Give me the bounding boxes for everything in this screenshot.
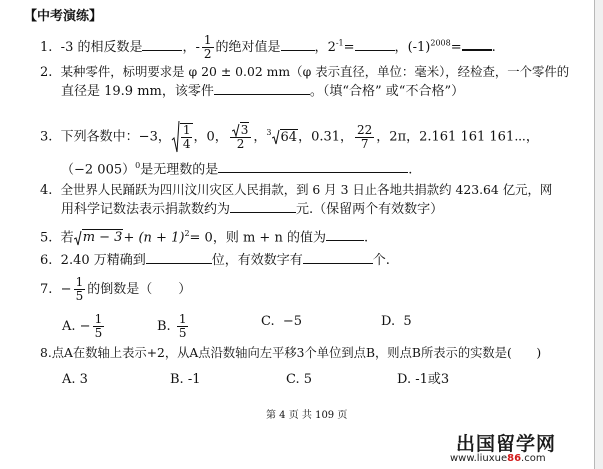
q6-text-2: 位，有效数字有 <box>211 253 303 268</box>
q2-text-2: 直径是 19.9 mm，该零件 <box>61 84 214 99</box>
q4-number: 4. <box>40 183 53 198</box>
radical-sign-icon <box>232 123 240 137</box>
q1-fraction <box>202 34 214 61</box>
q3-fraction-22-7 <box>355 124 374 151</box>
page-footer: 第 4 页 共 109 页 <box>266 410 348 421</box>
q1-comma-3: ， <box>394 40 408 55</box>
q7-option-d <box>381 313 412 331</box>
q5-exp: 2 <box>184 229 190 238</box>
q5-number: 5. <box>40 230 53 246</box>
q1-blank-2 <box>281 38 315 51</box>
question-1 <box>40 34 496 61</box>
q1-equals-2: = <box>450 40 462 55</box>
q3-text-2: ，0， <box>193 129 228 145</box>
q1-period: . <box>491 40 496 55</box>
q5-period: . <box>363 230 369 246</box>
question-7 <box>40 276 191 303</box>
q1-pow-base: 2 <box>327 40 336 55</box>
q3-text-1: 下列各数中：−3， <box>60 129 171 145</box>
q4-text-3: 元.（保留两个有效数字） <box>296 202 444 217</box>
question-8: 8.点A在数轴上表示+2，从A点沿数轴向左平移3个单位到点B，则点B所表示的实数是( ) <box>40 346 542 360</box>
q2-text-1: 某种零件，标明要求是 φ 20 ± 0.02 mm（φ 表示直径，单位：毫米），经检查，一个零件的 <box>60 64 570 79</box>
question-3-line-2 <box>61 157 412 179</box>
radical-sign-icon <box>171 120 180 154</box>
watermark-url-c: .com <box>521 453 546 464</box>
q3-sqrt-frac-2 <box>230 123 252 151</box>
q8-option-d: D. -1或3 <box>397 372 450 387</box>
q4-text-1: 全世界人民踊跃为四川汶川灾区人民捐款，到 6 月 3 日止各地共捐款约 423.64 亿元，网 <box>60 182 553 197</box>
watermark-url-b: 86 <box>507 453 522 464</box>
q5-blank <box>326 228 364 241</box>
q7-d-value: 5 <box>403 314 412 329</box>
question-4-line-2 <box>61 200 443 219</box>
question-6 <box>40 251 390 270</box>
section-title: 【中考演练】 <box>24 9 103 24</box>
q6-number: 6. <box>40 253 53 268</box>
q2-text-3: 。（填“合格” 或“不合格”） <box>309 84 465 99</box>
q7-b-den: 5 <box>178 326 187 340</box>
q1-pow-exp: -1 <box>335 38 344 48</box>
q7-b-label: B. <box>157 319 171 334</box>
radical-sign-icon <box>272 129 280 145</box>
q3-exp-zero: 0 <box>135 161 141 170</box>
q8-option-a: A. 3 <box>62 372 88 387</box>
q2-blank <box>214 82 310 95</box>
question-4-line-1 <box>40 181 552 200</box>
q1-blank-4 <box>462 37 492 51</box>
q3-cube-index: 3 <box>266 128 272 138</box>
q7-a-label: A. <box>62 319 76 334</box>
q3-f1-den: 4 <box>182 137 191 151</box>
q3-f3-den: 7 <box>355 137 374 151</box>
q1-paren-base: (-1) <box>407 40 431 55</box>
site-watermark <box>446 429 596 469</box>
q1-blank-3 <box>355 38 395 51</box>
q7-option-c <box>261 313 302 331</box>
q7-number: 7. <box>40 282 53 297</box>
question-2-line-1 <box>40 63 569 82</box>
q8-option-c: C. 5 <box>286 372 313 387</box>
q3-text-4: ，0.31， <box>298 129 354 145</box>
q1-minus: - <box>195 40 200 55</box>
q6-blank-1 <box>146 251 212 264</box>
q1-comma-2: ， <box>314 40 328 55</box>
q4-blank <box>230 200 296 213</box>
q3-sqrt-frac-1 <box>171 120 194 154</box>
q7-b-num: 1 <box>178 312 187 326</box>
q3-f2-num: 3 <box>240 122 249 137</box>
q3-text-6: （−2 005） <box>61 162 136 178</box>
question-3-line-1 <box>40 120 539 154</box>
q7-frac-num: 1 <box>75 275 84 289</box>
q7-c-value: −5 <box>282 314 303 329</box>
q6-text-3: 个. <box>372 253 390 268</box>
q3-cube-value: 64 <box>280 129 298 145</box>
q1-paren-exp: 2008 <box>430 38 451 48</box>
q1-number: 1. <box>40 40 53 55</box>
q3-text-5: ，2π，2.161 161 161⋯， <box>376 129 539 145</box>
q1-frac-den: 2 <box>203 47 212 61</box>
q7-d-label: D. <box>381 314 396 329</box>
q5-text-2: + (n + 1) <box>123 230 185 246</box>
watermark-url <box>450 453 546 464</box>
watermark-url-a: www.liuxue <box>450 453 508 464</box>
q3-text-7: 是无理数的是 <box>140 162 219 178</box>
q5-text-1: 若 <box>60 230 74 246</box>
question-5 <box>40 225 368 247</box>
radical-sign-icon <box>74 230 82 246</box>
q7-b-fraction <box>177 313 189 340</box>
q1-blank-1 <box>142 38 182 51</box>
q5-text-3: = 0，则 m + n 的值为 <box>189 230 326 246</box>
q7-fraction <box>74 276 86 303</box>
q7-minus: − <box>60 282 72 297</box>
question-2-line-2 <box>61 82 464 101</box>
q3-period: . <box>408 162 413 178</box>
q7-a-den: 5 <box>94 326 103 340</box>
q2-number: 2. <box>40 65 53 80</box>
q3-number: 3. <box>40 129 53 145</box>
q7-option-b <box>157 313 190 340</box>
q6-blank-2 <box>303 251 373 264</box>
q4-text-2: 用科学记数法表示捐款数约为 <box>61 202 231 217</box>
q1-text-2: 的绝对值是 <box>215 40 281 55</box>
q7-text: 的倒数是（ ） <box>87 282 192 297</box>
q5-radicand: m − 3 <box>82 230 123 246</box>
q3-text-3: ， <box>253 129 267 145</box>
q3-f1-num: 1 <box>182 123 191 137</box>
watermark-site-name: 出国留学网 <box>456 433 557 455</box>
q1-comma-1: ， <box>182 40 196 55</box>
q1-frac-num: 1 <box>203 33 212 47</box>
q7-option-a <box>62 313 106 340</box>
q1-equals-1: = <box>343 40 355 55</box>
q7-a-num: 1 <box>94 312 103 326</box>
q7-frac-den: 5 <box>75 289 84 303</box>
q7-c-label: C. <box>261 314 275 329</box>
q3-f3-num: 22 <box>357 122 373 137</box>
q6-text-1: 2.40 万精确到 <box>60 253 146 268</box>
q1-text-1: -3 的相反数是 <box>60 40 143 55</box>
q7-a-minus: − <box>79 319 91 334</box>
q8-option-b: B. -1 <box>170 372 201 387</box>
q3-blank <box>218 160 408 173</box>
vertical-scrollbar[interactable] <box>595 0 603 469</box>
q3-f2-den: 2 <box>230 137 252 151</box>
q7-a-fraction <box>93 313 105 340</box>
